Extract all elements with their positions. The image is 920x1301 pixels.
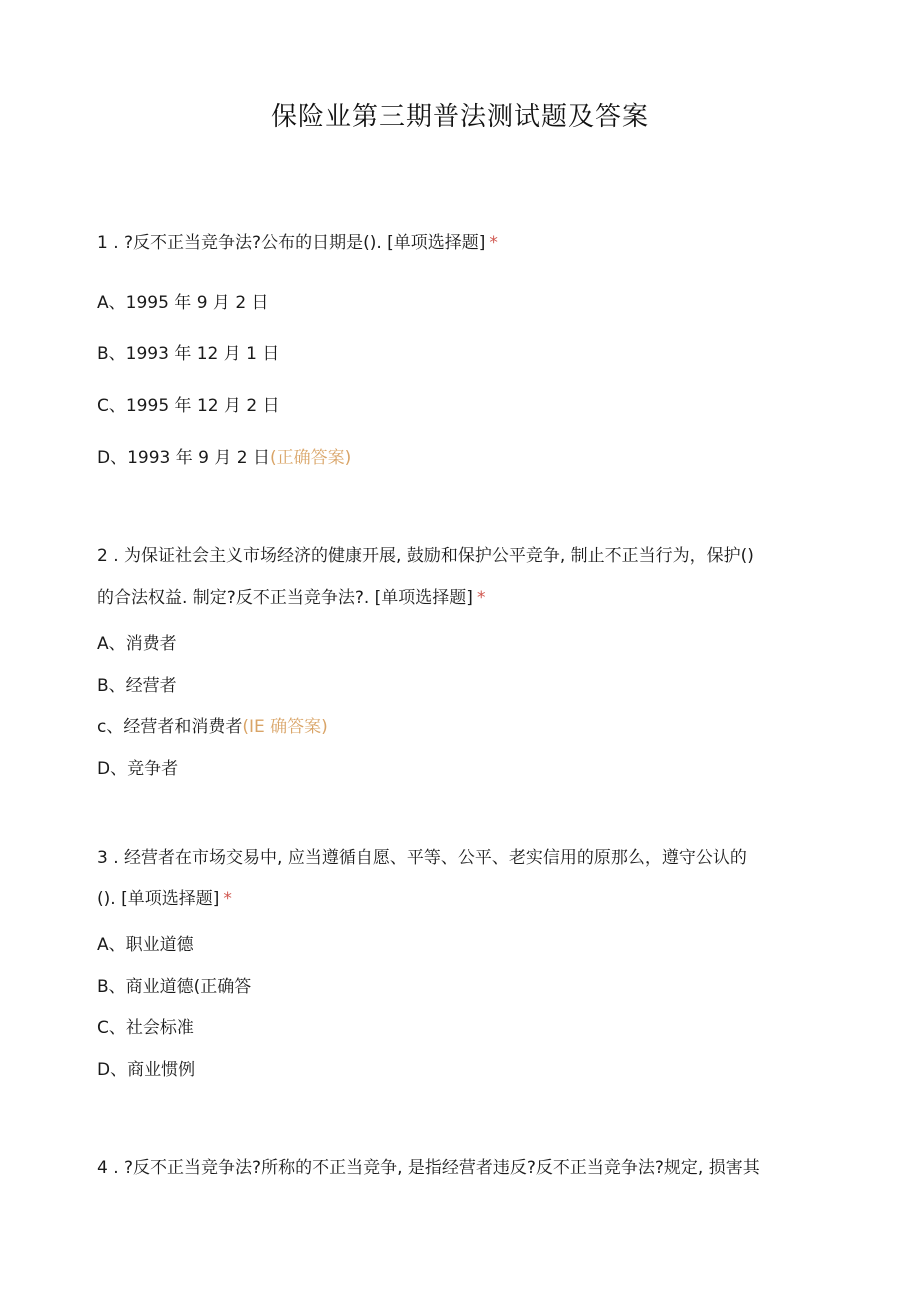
correct-answer-mark: (IE 确答案) bbox=[242, 717, 328, 737]
required-star: * bbox=[489, 233, 498, 253]
question-1-option-c: C、1995 年 12 月 2 日 bbox=[97, 396, 280, 416]
question-1-option-a: A、1995 年 9 月 2 日 bbox=[97, 293, 269, 313]
question-1-option-b: B、1993 年 12 月 1 日 bbox=[97, 344, 280, 364]
question-2-text-line-1: 2 . 为保证社会主义市场经济的健康开展, 鼓励和保护公平竞争, 制止不正当行为，保护() bbox=[97, 546, 754, 566]
question-3-option-a: A、职业道德 bbox=[97, 935, 194, 955]
question-3-text-line-1: 3 . 经营者在市场交易中, 应当遵循自愿、平等、公平、老实信用的原那么，遵守公认的 bbox=[97, 848, 747, 868]
question-3-option-c: C、社会标准 bbox=[97, 1018, 194, 1038]
question-1-option-d: D、1993 年 9 月 2 日(正确答案) bbox=[97, 448, 352, 468]
required-star: * bbox=[476, 588, 486, 608]
page-title: 保险业第三期普法测试题及答案 bbox=[270, 102, 649, 132]
question-2-option-c: c、经营者和消费者(IE 确答案) bbox=[97, 717, 328, 737]
question-2-option-b: B、经营者 bbox=[97, 676, 177, 696]
question-2-option-a: A、消费者 bbox=[97, 634, 177, 654]
question-3-option-b: B、商业道德(正确答 bbox=[97, 977, 252, 997]
required-star: * bbox=[223, 889, 232, 909]
question-2-text-line-2: 的合法权益. 制定?反不正当竞争法?. [单项选择题] * bbox=[97, 588, 486, 608]
question-3-text-line-2: (). [单项选择题] * bbox=[97, 889, 232, 909]
question-4-text-line-1: 4 . ?反不正当竞争法?所称的不正当竞争, 是指经营者违反?反不正当竞争法?规定, 损害其 bbox=[97, 1158, 760, 1178]
question-3-option-d: D、商业惯例 bbox=[97, 1060, 196, 1080]
correct-answer-mark: (正确答案) bbox=[270, 448, 352, 468]
question-1-text: 1 . ?反不正当竞争法?公布的日期是(). [单项选择题] * bbox=[97, 233, 498, 253]
question-2-option-d: D、竞争者 bbox=[97, 759, 179, 779]
